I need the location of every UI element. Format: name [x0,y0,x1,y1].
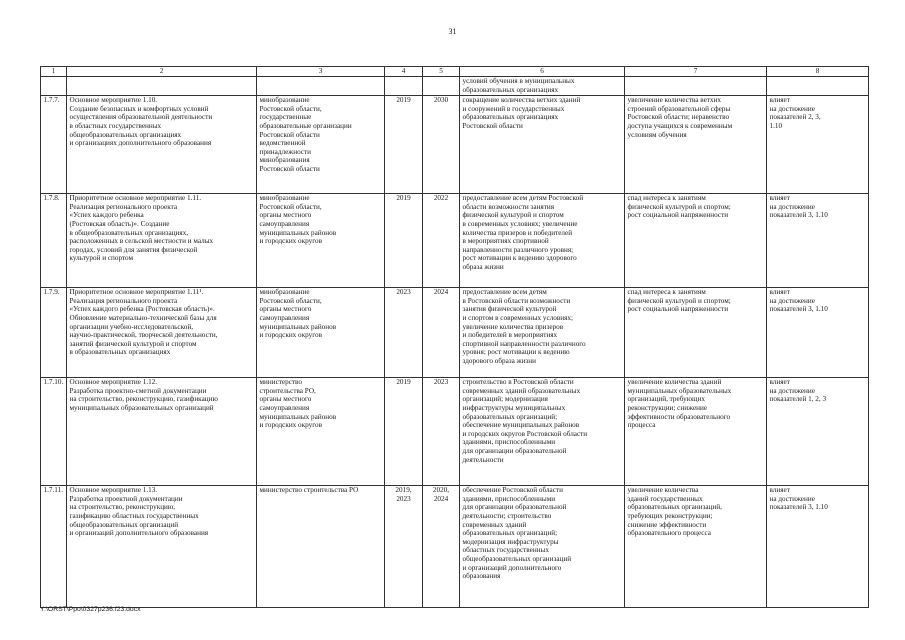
start-year: 2023 [385,287,423,377]
non-implementation-consequences: спад интереса к занятиям физической культурой и спортом; рост социальной напряженности [625,193,767,287]
non-implementation-consequences [625,76,767,95]
measure-name: Приоритетное основное мероприятие 1.11¹. Реализация регионального проекта «Успех каждого ребенка (Ростовская область)». Обновление материально-технической базы для организации учебно-исследовательской, научно-практической, творческой деятельности, занятий физической культурой и спортом в образовательных организациях [67,287,257,377]
end-year: 2023 [423,377,460,485]
start-year: 2019 [385,95,423,193]
indicator-link: влияет на достижение показателей 1, 2, 3 [767,377,869,485]
indicator-link: влияет на достижение показателей 3, 1.10 [767,485,869,607]
item-number: 1.7.10. [41,377,67,485]
column-number: 2 [67,67,257,77]
responsible-executor: министерство строительства РО [257,485,385,607]
responsible-executor [257,76,385,95]
measure-name: Основное мероприятие 1.13. Разработка проектной документации на строительство, реконструкцию, газификацию областных государственных общеобразовательных организаций и организаций дополнительного образования [67,485,257,607]
end-year: 2020, 2024 [423,485,460,607]
indicator-link: влияет на достижение показателей 2, 3, 1.10 [767,95,869,193]
measure-name: Основное мероприятие 1.10. Создание безопасных и комфортных условий осуществления образовательной деятельности в областных государственных общеобразовательных организациях и организациях дополнительного образования [67,95,257,193]
responsible-executor: минобразование Ростовской области, органы местного самоуправления муниципальных районов и городских округов [257,193,385,287]
non-implementation-consequences: увеличение количества зданий государственных образовательных организаций, требующих реконструкции; снижение эффективности образовательного процесса [625,485,767,607]
responsible-executor: минобразование Ростовской области, органы местного самоуправления муниципальных районов и городских округов [257,287,385,377]
end-year: 2030 [423,95,460,193]
column-number: 3 [257,67,385,77]
measure-name [67,76,257,95]
indicator-link [767,76,869,95]
end-year [423,76,460,95]
item-number: 1.7.8. [41,193,67,287]
item-number [41,76,67,95]
measure-name: Приоритетное основное мероприятие 1.11. Реализация регионального проекта «Успех каждого ребенка (Ростовская область)». Создание в общеобразовательных организациях, расположенных в сельской местности и малых городах, условий для занятия физической культурой и спортом [67,193,257,287]
column-number-row [41,67,869,77]
table-row [41,377,869,485]
item-number: 1.7.9. [41,287,67,377]
column-number: 5 [423,67,460,77]
non-implementation-consequences: спад интереса к занятиям физической культурой и спортом; рост социальной напряженности [625,287,767,377]
non-implementation-consequences: увеличение количества ветхих строений образовательной сферы Ростовской области; неравенство доступа учащихся к современным условиям обучения [625,95,767,193]
expected-result: обеспечение Ростовской области зданиями, приспособленными для организации образовательной деятельности; строительство современных зданий образовательных организаций; модернизация инфраструктуры областных государственных общеобразовательных организаций и организаций дополнительного образования [460,485,625,607]
expected-result: предоставление всем детям Ростовской области возможности занятия физической культурой и спортом в современных условиях; увеличение количества призеров и победителей в мероприятиях спортивной направленности различного уровня; рост мотивации к ведению здорового образа жизни [460,193,625,287]
column-number: 4 [385,67,423,77]
measure-name: Основное мероприятие 1.12. Разработка проектно-сметной документации на строительство, реконструкцию, газификацию муниципальных образовательных организаций [67,377,257,485]
end-year: 2024 [423,287,460,377]
start-year: 2019 [385,193,423,287]
responsible-executor: министерство строительства РО, органы местного самоуправления муниципальных районов и городских округов [257,377,385,485]
expected-result: сокращение количества ветхих зданий и сооружений в государственных образовательных организациях Ростовской области [460,95,625,193]
start-year: 2019 [385,377,423,485]
column-number: 7 [625,67,767,77]
non-implementation-consequences: увеличение количества зданий муниципальных образовательных организаций, требующих реконструкции; снижение эффективности образовательного процесса [625,377,767,485]
table-row [41,485,869,607]
responsible-executor: минобразование Ростовской области, государственные образовательные организации Ростовской области ведомственной принадлежности минобразования Ростовской области [257,95,385,193]
item-number: 1.7.11. [41,485,67,607]
start-year: 2019, 2023 [385,485,423,607]
item-number: 1.7.7. [41,95,67,193]
table-row [41,287,869,377]
expected-result: строительство в Ростовской области современных зданий образовательных организаций; модернизация инфраструктуры муниципальных образовательных организаций; обеспечение муниципальных районов и городских округов Ростовской области зданиями, приспособленными для организации образовательной деятельности [460,377,625,485]
table-row [41,193,869,287]
column-number: 8 [767,67,869,77]
column-number: 1 [41,67,67,77]
measures-table [40,66,869,608]
expected-result: предоставление всем детям в Ростовской области возможности занятия физической культурой и спортом в современных условиях; увеличение количества призеров и победителей в мероприятиях спортивной направленности различного уровня; рост мотивации к ведению здорового образа жизни [460,287,625,377]
document-file-path: Y:\ORST\Ppo\0327p236.f23.docx [40,606,141,613]
expected-result: условий обучения в муниципальных образовательных организациях [460,76,625,95]
end-year: 2022 [423,193,460,287]
column-number: 6 [460,67,625,77]
table-row [41,95,869,193]
indicator-link: влияет на достижение показателей 3, 1.10 [767,193,869,287]
page-number: 31 [448,27,457,36]
continuation-row [41,76,869,95]
indicator-link: влияет на достижение показателей 3, 1.10 [767,287,869,377]
start-year [385,76,423,95]
